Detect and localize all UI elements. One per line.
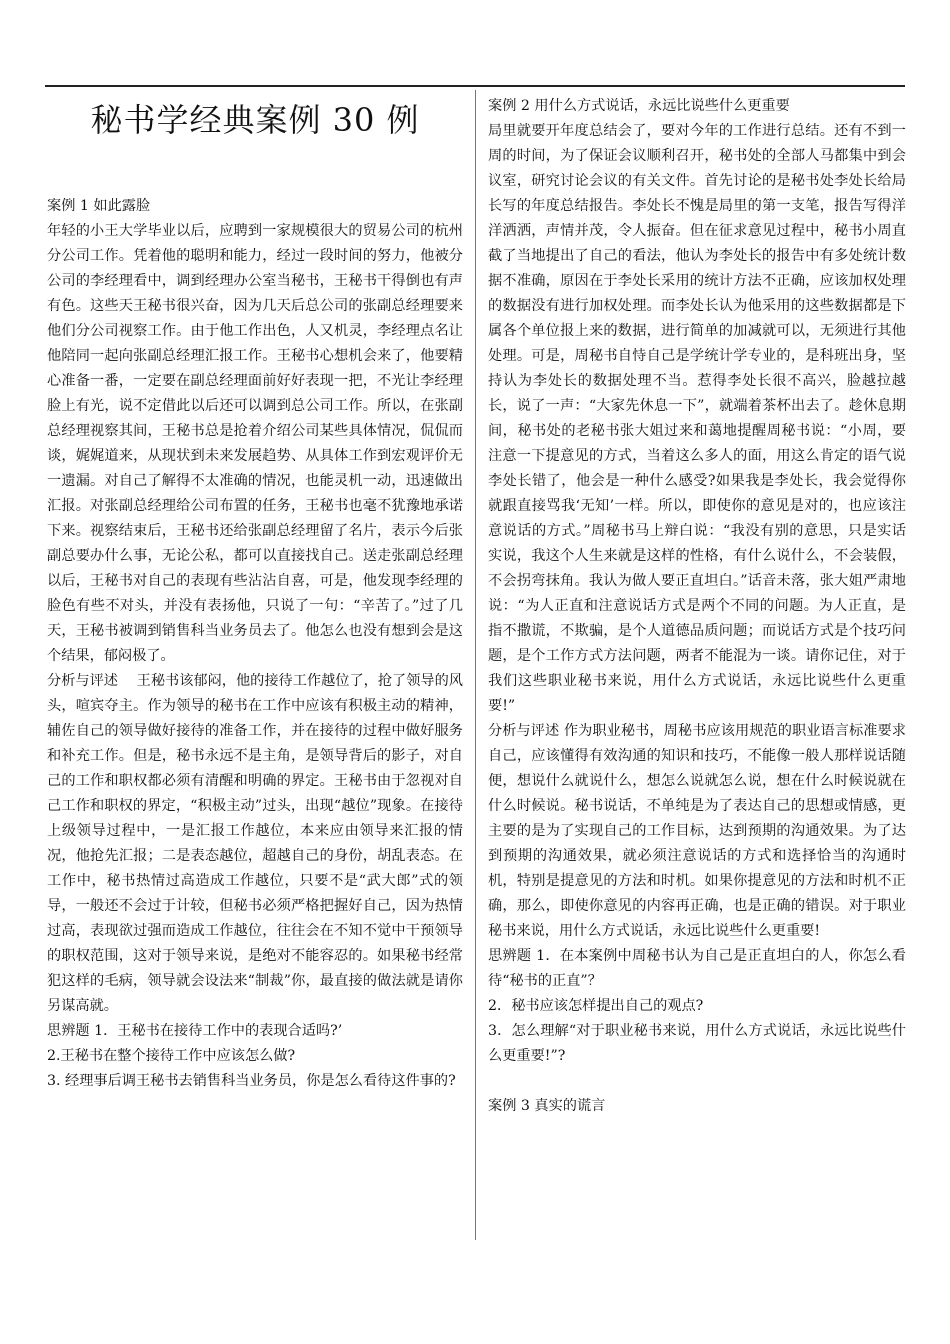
column-divider (475, 90, 476, 1240)
blank-line (488, 1069, 906, 1094)
case2-story: 局里就要开年度总结会了，要对今年的工作进行总结。还有不到一周的时间，为了保证会议顺利召开，秘书处的全部人马都集中到会议室，研究讨论会议的有关文件。首先讨论的是秘书处李处长给局长写的年度总结报告。李处长不愧是局里的第一支笔，报告写得洋洋洒洒，声情并茂，令人振奋。但在征求意见过程中，秘书小周直截了当地提出了自己的看法，他认为李处长的报告中有多处统计数据不准确，原因在于李处长采用的统计方法不正确，应该加权处理的数据没有进行加权处理。而李处长认为他采用的这些数据都是下属各个单位报上来的数据，进行简单的加减就可以，无须进行其他处理。可是，周秘书自恃自己是学统计学专业的，是科班出身，坚持认为李处长的数据处理不当。惹得李处长很不高兴，脸越拉越长，说了一声：“大家先休息一下”，就端着茶杯出去了。趁休息期间，秘书处的老秘书张大姐过来和蔼地提醒周秘书说：“小周，要注意一下提意见的方式，当着这么多人的面，用这么肯定的语气说李处长错了，他会是一种什么感受?如果我是李处长，我会觉得你就跟直接骂我‘无知’一样。所以，即使你的意见是对的，也应该注意说话的方式。”周秘书马上辩白说：“我没有别的意思，只是实话实说，我这个人生来就是这样的性格，有什么说什么，不会装假，不会拐弯抹角。我认为做人要正直坦白。”话音未落，张大姐严肃地说：“为人正直和注意说话方式是两个不同的问题。为人正直，是指不撒谎，不欺骗，是个人道德品质问题；而说话方式是个技巧问题，是个工作方式方法问题，两者不能混为一谈。请你记住，对于我们这些职业秘书来说，用什么方式说话，永远比说些什么更重要!” (488, 123, 906, 714)
case2-question-2: 2．秘书应该怎样提出自己的观点? (488, 998, 704, 1014)
left-column (47, 94, 463, 1094)
right-column (488, 94, 906, 1119)
top-rule (45, 85, 905, 87)
case1-question-3: 3. 经理事后调王秘书去销售科当业务员，你是怎么看待这件事的? (47, 1073, 456, 1089)
case1-question-1: 思辨题 1．王秘书在接待工作中的表现合适吗?’ (47, 1023, 343, 1039)
case1-story: 年轻的小王大学毕业以后，应聘到一家规模很大的贸易公司的杭州分公司工作。凭着他的聪明和能力，经过一段时间的努力，他被分公司的李经理看中，调到经理办公室当秘书，王秘书干得倒也有声有色。这些天王秘书很兴奋，因为几天后总公司的张副总经理要来他们分公司视察工作。由于他工作出色，人又机灵，李经理点名让他陪同一起向张副总经理汇报工作。王秘书心想机会来了，他要精心准备一番，一定要在副总经理面前好好表现一把，不光让李经理脸上有光，说不定借此以后还可以调到总公司工作。所以，在张副总经理视察其间，王秘书总是抢着介绍公司某些具体情况，侃侃而谈，娓娓道来，从现状到未来发展趋势、从具体工作到宏观评价无一遗漏。对自己了解得不太准确的情况，也能灵机一动，迅速做出汇报。对张副总经理给公司布置的任务，王秘书也毫不犹豫地承诺下来。视察结束后，王秘书还给张副总经理留了名片，表示今后张副总要办什么事，无论公私，都可以直接找自己。送走张副总经理以后，王秘书对自己的表现有些沾沾自喜，可是，他发现李经理的脸色有些不对头，并没有表扬他，只说了一句：“辛苦了。”过了几天，王秘书被调到销售科当业务员去了。他怎么也没有想到会是这个结果，郁闷极了。 (47, 223, 463, 664)
case1-heading: 案例 1 如此露脸 (47, 198, 151, 214)
case2-heading: 案例 2 用什么方式说话，永远比说些什么更重要 (488, 98, 790, 114)
title-spacer (47, 142, 463, 194)
case2-question-3: 3．怎么理解“对于职业秘书来说，用什么方式说话，永远比说些什么更重要!”? (488, 1023, 906, 1064)
document-title: 秘书学经典案例 30 例 (90, 101, 420, 139)
case2-analysis: 分析与评述 作为职业秘书，周秘书应该用规范的职业语言标准要求自己，应该懂得有效沟通的知识和技巧，不能像一般人那样说话随便，想说什么就说什么，想怎么说就怎么说，想在什么时候说就在什么时候说。秘书说话，不单纯是为了表达自己的思想或情感，更主要的是为了实现自己的工作目标，达到预期的沟通效果。为了达到预期的沟通效果，就必须注意说话的方式和选择恰当的沟通时机，特别是提意见的方法和时机。如果你提意见的方法和时机不正确，那么，即使你意见的内容再正确，也是正确的错误。对于职业秘书来说，用什么方式说话，永远比说些什么更重要! (488, 723, 906, 939)
case1-analysis: 分析与评述 王秘书该郁闷，他的接待工作越位了，抢了领导的风头，喧宾夺主。作为领导的秘书在工作中应该有积极主动的精神，辅佐自己的领导做好接待的准备工作，并在接待的过程中做好服务和补充工作。但是，秘书永远不是主角，是领导背后的影子，对自己的工作和职权都必须有清醒和明确的界定。王秘书由于忽视对自己工作和职权的界定，“积极主动”过头，出现“越位”现象。在接待上级领导过程中，一是汇报工作越位，本来应由领导来汇报的情况，他抢先汇报；二是表态越位，超越自己的身份，胡乱表态。在工作中，秘书热情过高造成工作越位，只要不是“武大郎”式的领导，一般还不会过于计较，但秘书必须严格把握好自己，因为热情过高，表现欲过强而造成工作越位，往往会在不知不觉中干预领导的职权范围，这对于领导来说，是绝对不能容忍的。如果秘书经常犯这样的毛病，领导就会设法来“制裁”你，最直接的做法就是请你另谋高就。 (47, 673, 463, 1014)
case1-question-2: 2.王秘书在整个接待工作中应该怎么做? (47, 1048, 296, 1064)
case3-heading: 案例 3 真实的谎言 (488, 1098, 606, 1114)
case2-question-1: 思辨题 1．在本案例中周秘书认为自己是正直坦白的人，你怎么看待“秘书的正直”？ (488, 948, 906, 989)
